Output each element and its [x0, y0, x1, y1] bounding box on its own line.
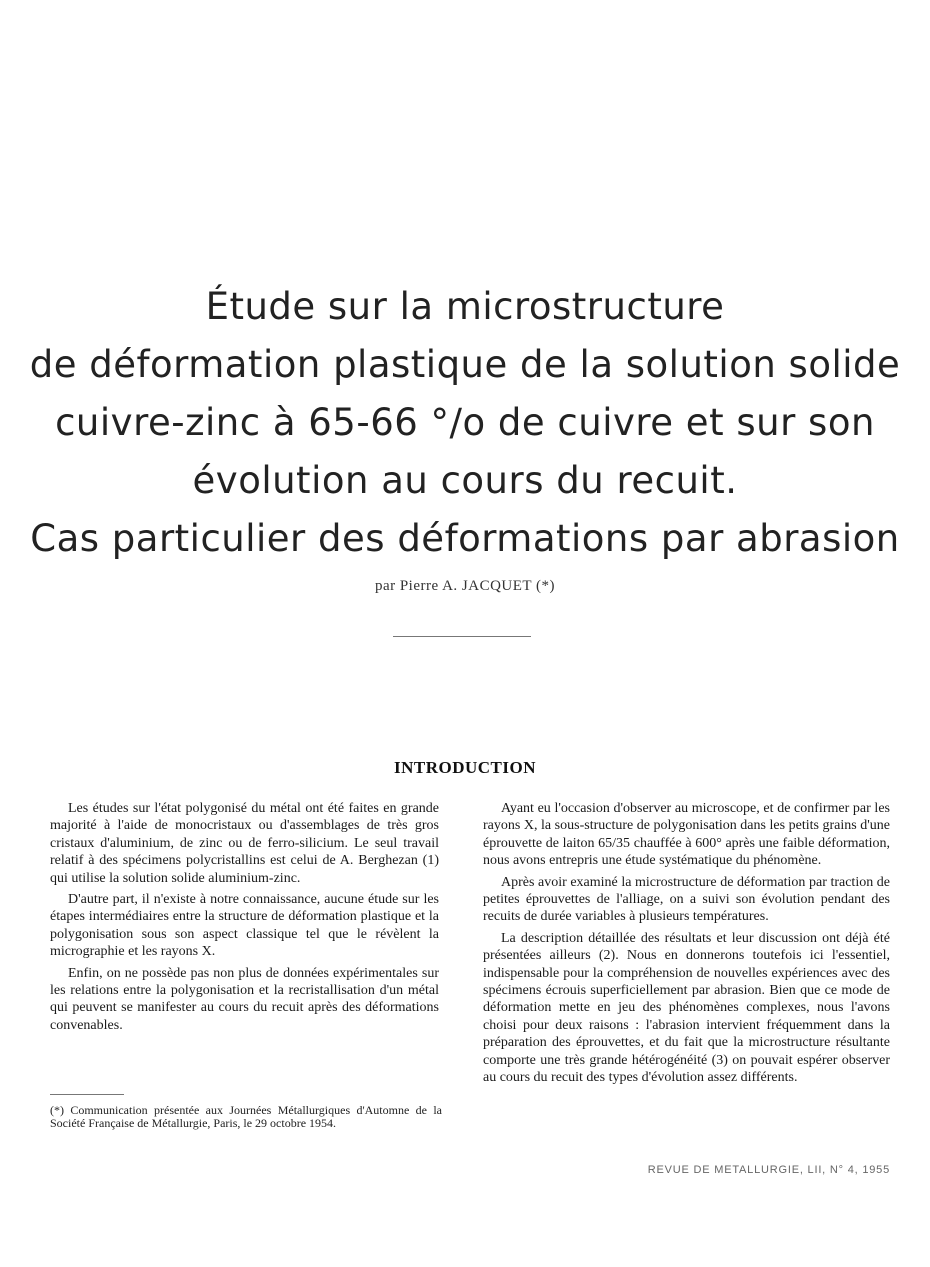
- title-line-5: Cas particulier des déformations par abrasion: [30, 517, 900, 560]
- left-paragraph-3: Enfin, on ne possède pas non plus de données expérimentales sur les relations entre la polygonisation et la recristallisation d'un métal qui peuvent se manifester au cours du recuit après des déformations convenables.: [50, 965, 439, 1033]
- left-column: [50, 800, 439, 1038]
- title-line-1: Étude sur la microstructure: [205, 285, 725, 328]
- article-title: [20, 278, 910, 568]
- journal-footer: REVUE DE METALLURGIE, LII, N° 4, 1955: [647, 1164, 890, 1176]
- footnote: (*) Communication présentée aux Journées Métallurgiques d'Automne de la Société Française de Métallurgie, Paris, le 29 octobre 1954.: [50, 1103, 442, 1130]
- title-line-4: évolution au cours du recuit.: [192, 459, 738, 502]
- title-divider: [393, 636, 531, 637]
- right-paragraph-2: Après avoir examiné la microstructure de déformation par traction de petites éprouvettes de l'alliage, on a suivi son évolution pendant des recuits de durée variables à plusieurs températures.: [483, 874, 890, 925]
- author-byline: par Pierre A. JACQUET (*): [374, 578, 556, 594]
- title-line-3: cuivre-zinc à 65-66 °/o de cuivre et sur son: [55, 401, 875, 444]
- right-paragraph-3: La description détaillée des résultats et leur discussion ont déjà été présentées ailleurs (2). Nous en donnerons toutefois ici l'essentiel, indispensable pour la compréhension de nouvelles expériences avec des spécimens écrouis superficiellement par abrasion. Bien que ce mode de déformation mette en jeu des phénomènes complexes, nous l'avons choisi pour deux raisons : l'abrasion intervient fréquemment dans la préparation des éprouvettes, et du fait que la microstructure résultante comporte une très grande hétérogénéité (3) on pouvait espérer observer au cours du recuit des types d'évolution assez différents.: [483, 930, 890, 1086]
- footnote-divider: [50, 1094, 124, 1095]
- left-paragraph-2: D'autre part, il n'existe à notre connaissance, aucune étude sur les étapes intermédiaires entre la structure de déformation plastique et la polygonisation sous son aspect classique tel que le révèlent la micrographie et les rayons X.: [50, 892, 439, 960]
- right-paragraph-1: Ayant eu l'occasion d'observer au microscope, et de confirmer par les rayons X, la sous-structure de polygonisation dans les petits grains d'une éprouvette de laiton 65/35 chauffée à 600° après une faible déformation, nous avons entrepris une étude systématique du phénomène.: [483, 801, 890, 869]
- section-heading: INTRODUCTION: [393, 758, 537, 777]
- right-column: [483, 800, 890, 1091]
- title-line-2: de déformation plastique de la solution solide: [29, 343, 901, 386]
- left-paragraph-1: Les études sur l'état polygonisé du métal ont été faites en grande majorité à l'aide de monocristaux ou d'assemblages de très gros cristaux d'aluminium, de zinc ou de ferro-silicium. Le seul travail relatif à des spécimens polycristallins est celui de A. Berghezan (1) qui utilise la solution solide aluminium-zinc.: [50, 801, 439, 886]
